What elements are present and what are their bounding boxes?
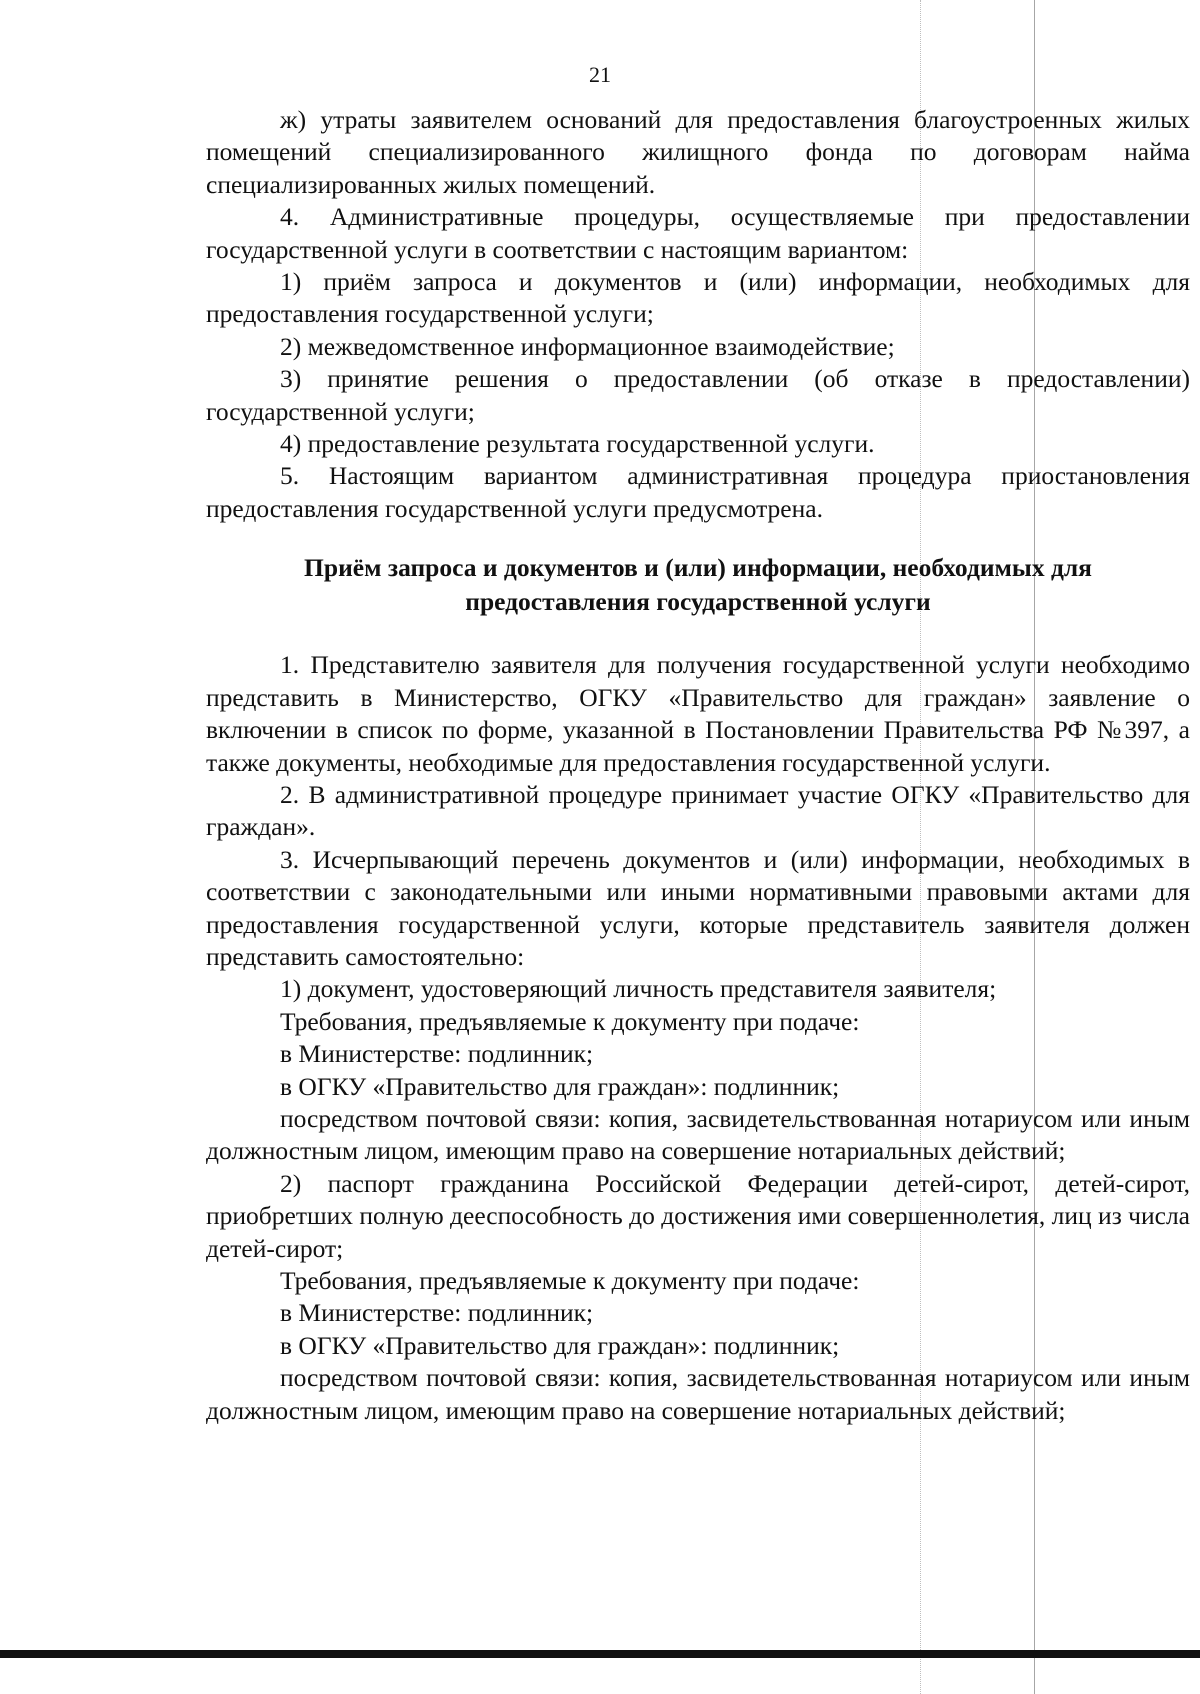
paragraph: Требования, предъявляемые к документу при подаче: <box>280 1266 860 1295</box>
paragraph: 5. Настоящим вариантом административная процедура приостановления предоставления государственной услуги предусмотрена. <box>206 461 1190 523</box>
list-item: 1) документ, удостоверяющий личность представителя заявителя; <box>280 974 997 1004</box>
list-item: 2) межведомственное информационное взаимодействие; <box>280 331 895 361</box>
section-heading-line: предоставления государственной услуги <box>465 587 931 617</box>
paragraph: 2. В административной процедуре принимает участие ОГКУ «Правительство для граждан». <box>206 779 1190 842</box>
page-number: 21 <box>589 62 611 87</box>
paragraph: в Министерстве: подлинник; <box>280 1298 594 1328</box>
paragraph: 3. Исчерпывающий перечень документов и (или) информации, необходимых в соответствии с законодательными или иными нормативными правовыми актами для предоставления государственной услуги, которые представитель заявителя должен представить самостоятельно: <box>206 844 1190 971</box>
paragraph: Требования, предъявляемые к документу при подаче: <box>280 1006 860 1036</box>
paragraph: посредством почтовой связи: копия, засвидетельствованная нотариусом или иным должностным лицом, имеющим право на совершение нотариальных действий; <box>206 1103 1190 1166</box>
scan-bottom-border <box>0 1650 1200 1658</box>
paragraph: в ОГКУ «Правительство для граждан»: подлинник; <box>280 1330 840 1360</box>
paragraph: ж) утраты заявителем оснований для предоставления благоустроенных жилых помещений специализированного жилищного фонда по договорам найма специализированных жилых помещений. <box>206 105 1190 199</box>
paragraph: посредством почтовой связи: копия, засвидетельствованная нотариусом или иным должностным лицом, имеющим право на совершение нотариальных действий; <box>206 1363 1190 1425</box>
section-heading-line: Приём запроса и документов и (или) информации, необходимых для <box>304 553 1092 583</box>
list-item: 2) паспорт гражданина Российской Федерации детей-сирот, детей-сирот, приобретших полную дееспособность до достижения ими совершеннолетия, лиц из числа детей-сирот; <box>206 1168 1190 1263</box>
list-item: 4) предоставление результата государственной услуги. <box>280 429 875 459</box>
document-body <box>206 104 1190 1427</box>
paragraph: 4. Административные процедуры, осуществляемые при предоставлении государственной услуги в соответствии с настоящим вариантом: <box>206 202 1190 264</box>
paragraph: в Министерстве: подлинник; <box>280 1039 594 1069</box>
paragraph: в ОГКУ «Правительство для граждан»: подлинник; <box>280 1071 840 1101</box>
paragraph: 1. Представителю заявителя для получения государственной услуги необходимо представить в Министерство, ОГКУ «Правительство для граждан» заявление о включении в список по форме, указанной в Постановлении Правительства РФ №397, а также документы, необходимые для предоставления государственной услуги. <box>206 650 1190 777</box>
list-item: 1) приём запроса и документов и (или) информации, необходимых для предоставления государственной услуги; <box>206 267 1190 329</box>
section-heading <box>206 551 1190 619</box>
list-item: 3) принятие решения о предоставлении (об отказе в предоставлении) государственной услуги; <box>206 364 1190 426</box>
